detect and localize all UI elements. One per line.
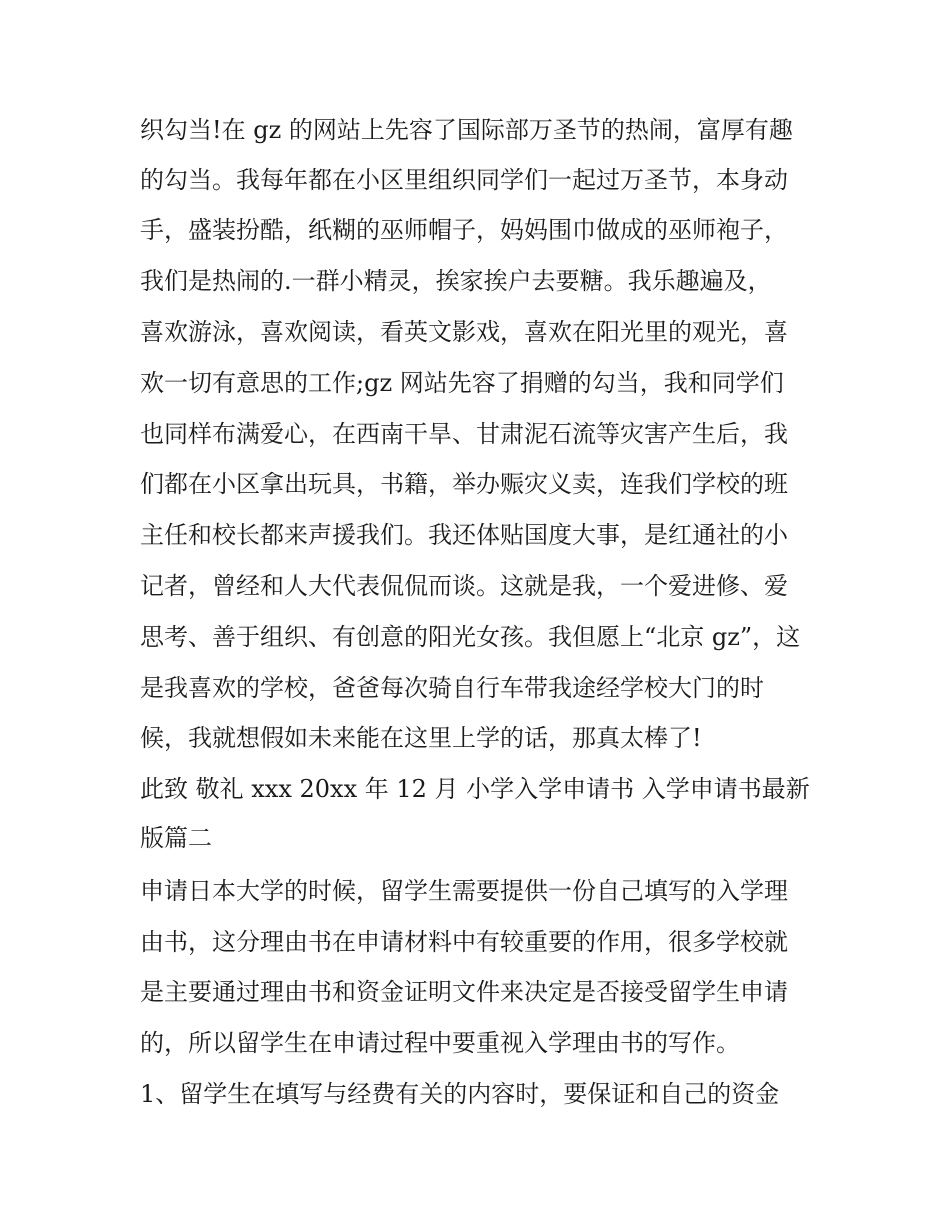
text-line: 是主要通过理由书和资金证明文件来决定是否接受留学生申请 — [140, 978, 788, 1006]
text-line: 喜欢游泳，喜欢阅读，看英文影戏，喜欢在阳光里的观光，喜 — [140, 318, 788, 346]
text-line: 主任和校长都来声援我们。我还体贴国度大事，是红通社的小 — [140, 521, 788, 549]
text-line: 也同样布满爱心，在西南干旱、甘肃泥石流等灾害产生后，我 — [140, 420, 788, 448]
text-line: 手，盛装扮酷，纸糊的巫师帽子，妈妈围巾做成的巫师袍子， — [140, 216, 788, 244]
text-line: 的，所以留学生在申请过程中要重视入学理由书的写作。 — [140, 1029, 740, 1057]
text-line: 织勾当!在 gz 的网站上先容了国际部万圣节的热闹，富厚有趣 — [140, 116, 793, 144]
text-line: 此致 敬礼 xxx 20xx 年 12 月 小学入学申请书 入学申请书最新 — [140, 775, 810, 803]
text-line: 们都在小区拿出玩具，书籍，举办赈灾义卖，连我们学校的班 — [140, 470, 788, 498]
text-line: 是我喜欢的学校，爸爸每次骑自行车带我途经学校大门的时 — [140, 674, 764, 702]
text-line: 思考、善于组织、有创意的阳光女孩。我但愿上“北京 gz”，这 — [140, 623, 801, 651]
text-line: 记者，曾经和人大代表侃侃而谈。这就是我，一个爱进修、爱 — [140, 572, 788, 600]
text-line: 申请日本大学的时候，留学生需要提供一份自己填写的入学理 — [140, 877, 788, 905]
text-line: 版篇二 — [140, 824, 212, 852]
text-line: 我们是热闹的.一群小精灵，挨家挨户去要糖。我乐趣遍及， — [140, 267, 772, 295]
text-line: 由书，这分理由书在申请材料中有较重要的作用，很多学校就 — [140, 928, 788, 956]
text-line: 欢一切有意思的工作;gz 网站先容了捐赠的勾当，我和同学们 — [140, 369, 784, 397]
text-line: 候，我就想假如未来能在这里上学的话，那真太棒了! — [140, 724, 702, 752]
text-line: 的勾当。我每年都在小区里组织同学们一起过万圣节，本身动 — [140, 166, 788, 194]
text-line: 1、留学生在填写与经费有关的内容时，要保证和自己的资金 — [140, 1080, 780, 1108]
